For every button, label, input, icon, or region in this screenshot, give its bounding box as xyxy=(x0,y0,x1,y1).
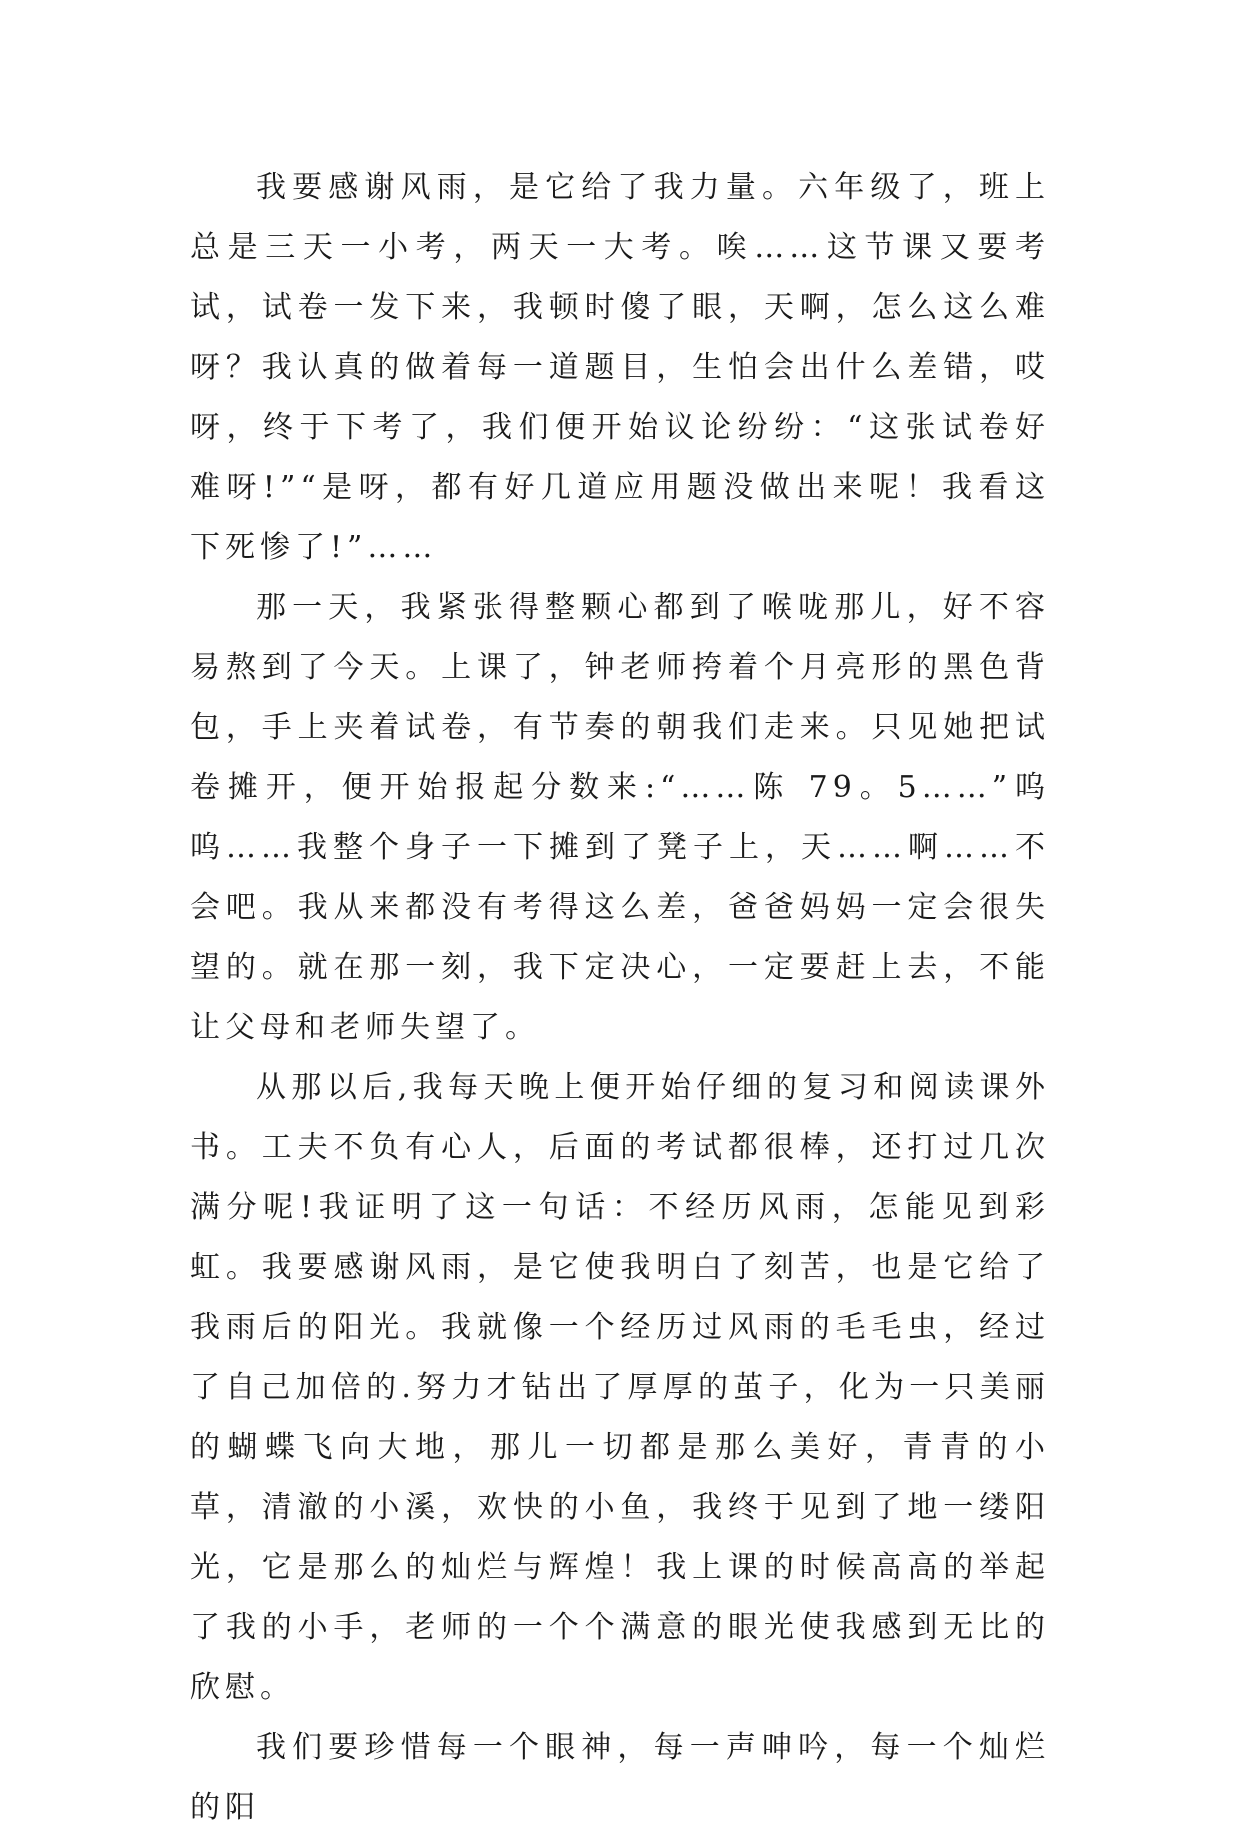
paragraph-2: 那一天，我紧张得整颗心都到了喉咙那儿，好不容易熬到了今天。上课了，钟老师挎着个月亮形的黑色背包，手上夹着试卷，有节奏的朝我们走来。只见她把试卷摊开，便开始报起分数来:“……陈 79。5……”呜呜……我整个身子一下摊到了凳子上，天……啊……不会吧。我从来都没有考得这么差，爸爸妈妈一定会很失望的。就在那一刻，我下定决心，一定要赶上去，不能让父母和老师失望了。 xyxy=(190,590,1050,1045)
document-body xyxy=(190,158,1050,1838)
paragraph-4: 我们要珍惜每一个眼神，每一声呻吟，每一个灿烂的阳 xyxy=(190,1730,1050,1825)
paragraph-3: 从那以后,我每天晚上便开始仔细的复习和阅读课外书。工夫不负有心人，后面的考试都很棒，还打过几次满分呢!我证明了这一句话：不经历风雨，怎能见到彩虹。我要感谢风雨，是它使我明白了刻苦，也是它给了我雨后的阳光。我就像一个经历过风雨的毛毛虫，经过了自己加倍的.努力才钻出了厚厚的茧子，化为一只美丽的蝴蝶飞向大地，那儿一切都是那么美好，青青的小草，清澈的小溪，欢快的小鱼，我终于见到了地一缕阳光，它是那么的灿烂与辉煌！我上课的时候高高的举起了我的小手，老师的一个个满意的眼光使我感到无比的欣慰。 xyxy=(190,1070,1050,1705)
paragraph-1: 我要感谢风雨，是它给了我力量。六年级了，班上总是三天一小考，两天一大考。唉……这节课又要考试，试卷一发下来，我顿时傻了眼，天啊，怎么这么难呀？我认真的做着每一道题目，生怕会出什么差错，哎呀，终于下考了，我们便开始议论纷纷：“这张试卷好难呀!”“是呀，都有好几道应用题没做出来呢！我看这下死惨了!”…… xyxy=(190,170,1050,565)
